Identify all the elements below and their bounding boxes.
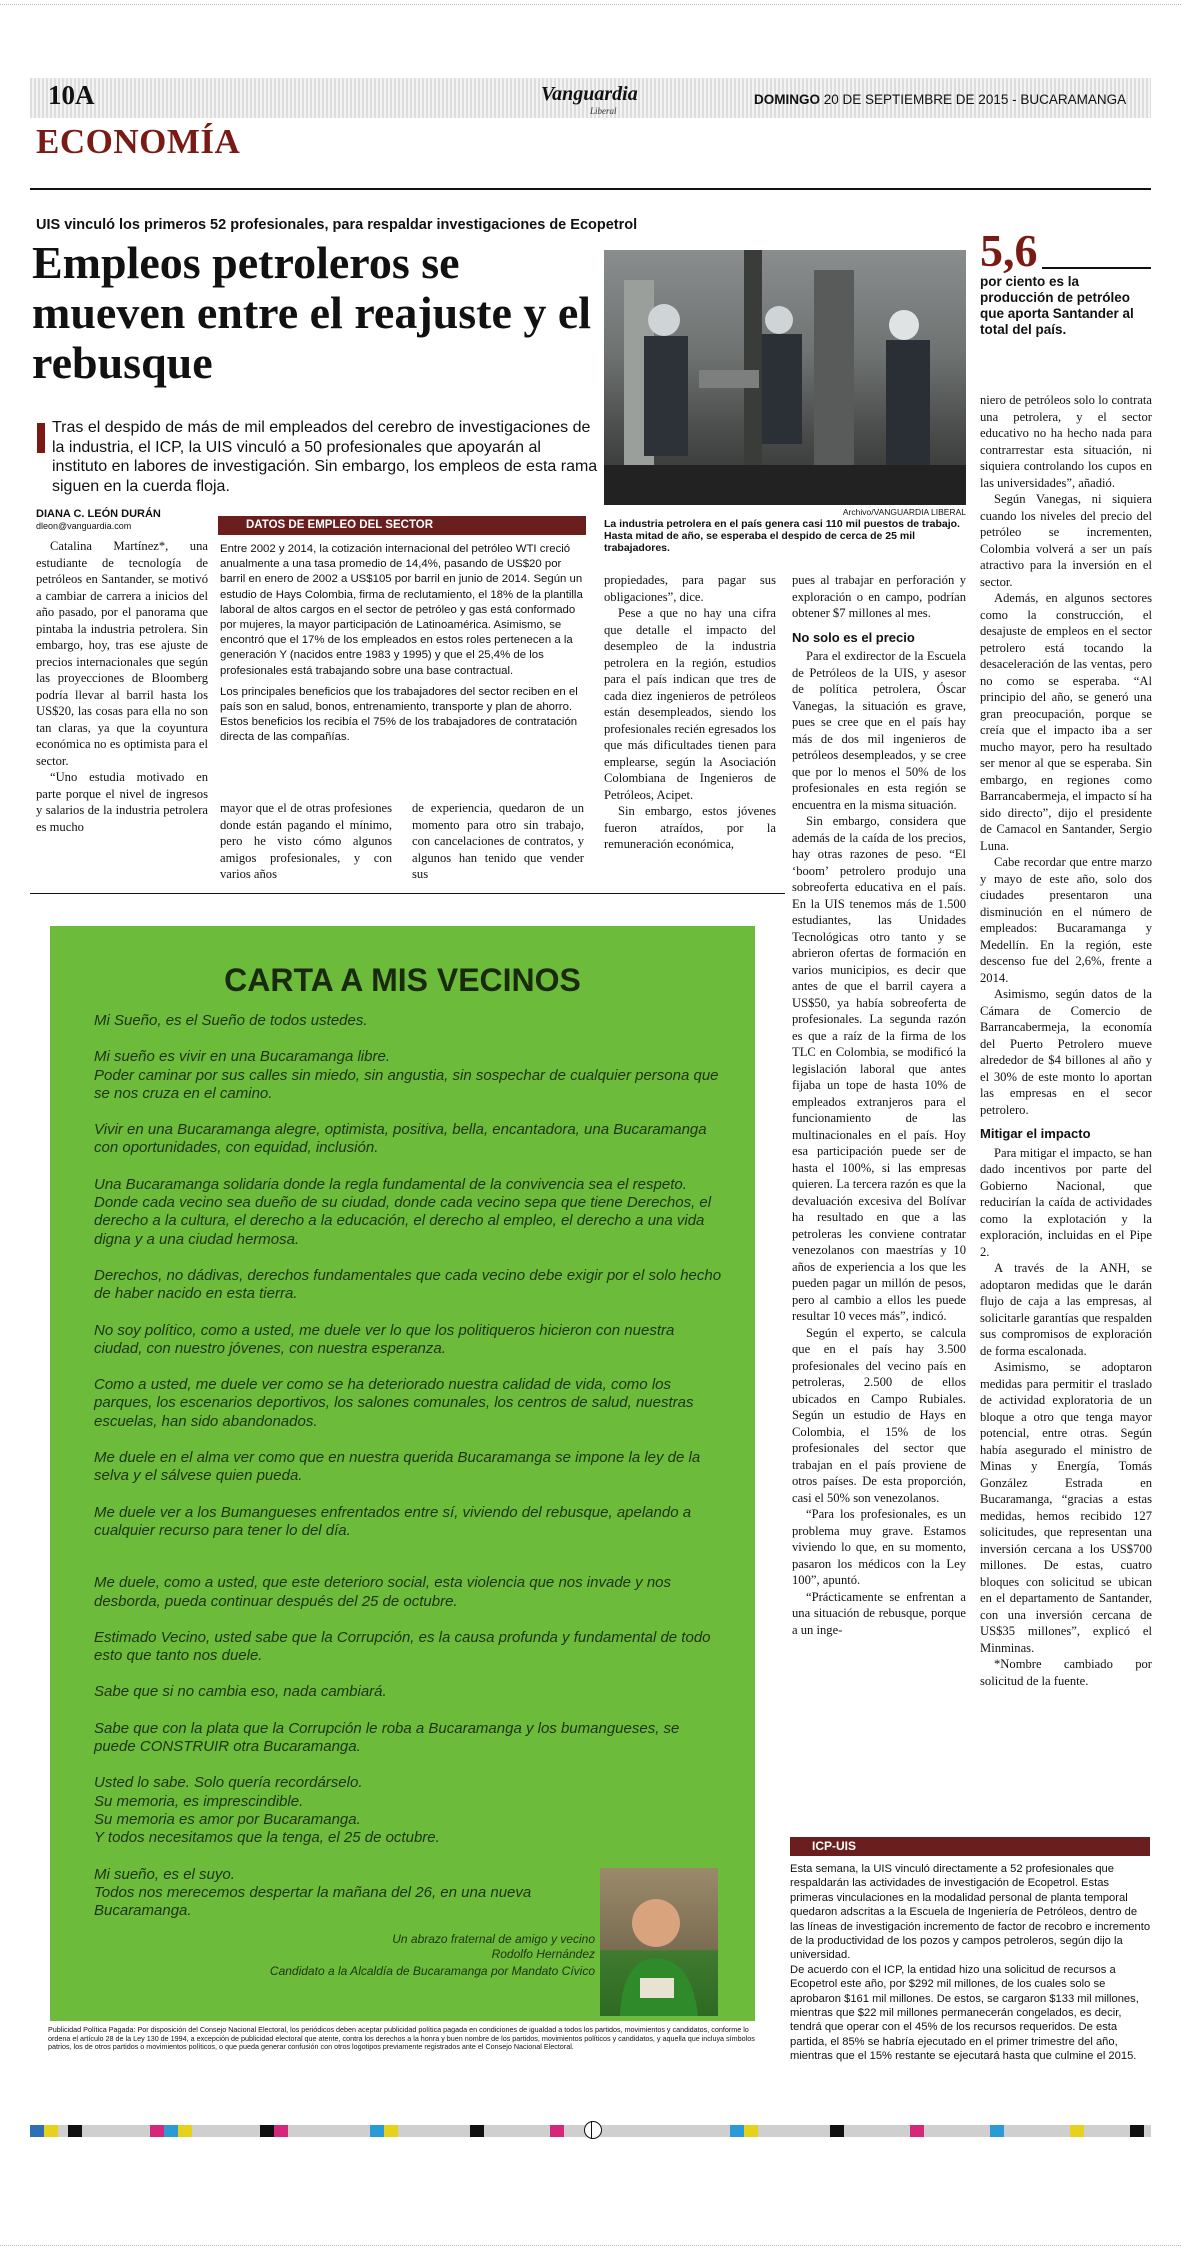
icp-box-header: ICP-UIS [790, 1837, 1150, 1856]
ad-candidate-line: Candidato a la Alcaldía de Bucaramanga por Mandato Cívico [269, 1964, 595, 1978]
page-bottom-edge [0, 2245, 1181, 2247]
ad-paragraph: Vivir en una Bucaramanga alegre, optimista, positiva, bella, encantadora, una Bucaramanga con oportunidades, con equidad, inclusión. [94, 1121, 707, 1157]
ad-paragraph: Sabe que con la plata que la Corrupción le roba a Bucaramanga y los bumangueses, se puede CONSTRUIR otra Bucaramanga. [94, 1719, 680, 1756]
ad-paragraph: Me duele ver a los Bumangueses enfrentados entre sí, viviendo del rebusque, apelando a cualquier recurso para tener lo del día. [94, 1503, 692, 1539]
ad-paragraph: Me duele en el alma ver como que en nuestra querida Bucaramanga se impone la ley de la selva y el sálvese quien pueda. [94, 1449, 701, 1485]
ad-paragraph: Sabe que si no cambia eso, nada cambiará. [94, 1683, 387, 1701]
icp-paragraph: De acuerdo con el ICP, la entidad hizo una solicitud de recursos a Ecopetrol este año, por $292 mil millones, de los cuales solo se aprobaron $161 mil millones. De estos, se cargaron $133 mil millones, mientras que $22 mil millones permanecerán congelados, es decir, tendrá que operar con el 45% de los recursos requeridos. De esta partida, el 85% se habría ejecutado en el primer trimestre del año, mientras que el 15% restante se ejecutará hasta que culmine el 2015. [790, 1963, 1139, 2063]
paragraph: Sin embargo, estos jóvenes fueron atraídos, por la remuneración económica, [604, 804, 776, 851]
data-box-paragraph: Los principales beneficios que los trabajadores del sector reciben en el país son en salud, bonos, entrenamiento, transporte y plan de ahorro. Estos beneficios los recibía el 75% de los trabajadores de contratación directa de las compañías. [220, 685, 578, 744]
ad-signature-name: Rodolfo Hernández [491, 1947, 595, 1961]
ad-paragraph: Mi Sueño, es el Sueño de todos ustedes. [94, 1012, 368, 1029]
paragraph: mayor que el de otras profesiones donde están pagando el mínimo, pero he visto cómo algunos amigos profesionales, y con varios años [220, 801, 392, 881]
data-box-body [220, 542, 584, 746]
paragraph: “Para los profesionales, es un problema muy grave. Estamos viviendo lo que, en su momento, pasaron los médicos con la Ley 100”, apuntó. [792, 1507, 966, 1587]
ad-body [94, 1012, 724, 1920]
photo-credit: Archivo/VANGUARDIA LIBERAL [842, 507, 966, 517]
paragraph: “Uno estudia motivado en parte porque el nivel de ingresos y salarios de la industria petrolera es mucho [36, 770, 208, 834]
stat-number: 5,6 [980, 225, 1038, 276]
stat-text: por ciento es la producción de petróleo que aporta Santander al total del país. [980, 274, 1134, 337]
lead-marker [37, 423, 45, 453]
article-headline: Empleos petroleros se mueven entre el reajuste y el rebusque [32, 237, 592, 388]
dateline-day: DOMINGO [754, 92, 820, 107]
paragraph: niero de petróleos solo lo contrata una petrolera, y el sector educativo no ha hecho nada para contrarrestar esta situación, ni siquiera controlando los cupos en las universidades”, añadió. [980, 393, 1152, 490]
icp-paragraph: Esta semana, la UIS vinculó directamente a 52 profesionales que respaldarán las actividades de investigación de Ecopetrol. Estas primeras vinculaciones en la modalidad personal de planta temporal quedaron adscritas a la Escuela de Ingeniería de Petróleos, dentro de las líneas de investigación incremento de factor de recobro e incremento de la productividad de los pozos y campos petroleros, según dijo la universidad. [790, 1863, 1151, 1962]
ad-signature [250, 1932, 595, 1962]
ad-signature-line: Un abrazo fraternal de amigo y vecino [392, 1932, 595, 1946]
byline-email: dleon@vanguardia.com [36, 521, 132, 531]
paragraph: Para el exdirector de la Escuela de Petróleos de la UIS, y asesor de política petrolera, Óscar Vanegas, la situación es grave, pues se cree que en el país hay más de dos mil ingenieros de petróleos desempleados, y se cree que por lo menos el 50% de los profesionales en esta región se encuentra en la misma situación. [792, 649, 966, 812]
paragraph: Asimismo, se adoptaron medidas para permitir el traslado de actividad exploratoria de un bloque a otro que tenga mayor potencial, entre otras. Según había asegurado el ministro de Minas y Energía, Tomás González Estrada en Bucaramanga, “gracias a estas medidas, hemos recibido 127 solicitudes, que representan una inversión cercana a los US$700 millones. De estas, cuatro bloques con solicitud se ubican en el departamento de Santander, con una inversión cercana de US$35 millones”, explicó el Minminas. [980, 1360, 1152, 1655]
section-rule [30, 188, 1151, 190]
ad-paragraph: No soy político, como a usted, me duele ver lo que los politiqueros hicieron con nuestra ciudad, con nuestro jóvenes, con nuestra esperanza. [94, 1321, 675, 1357]
paragraph: “Prácticamente se enfrentan a una situación de rebusque, porque a un inge- [792, 1589, 966, 1637]
paragraph: Pese a que no hay una cifra que detalle el impacto del desempleo de la industria petrolera en la región, estudios para el país indican que tres de cada diez ingenieros de petróleos están desempleados, siendo los profesionales recién egresados los que más dificultades tienen para emplearse, según la Asociación Colombiana de Ingenieros de Petróleos, Acipet. [604, 606, 776, 802]
ad-paragraph: Derechos, no dádivas, derechos fundamentales que cada vecino debe exigir por el solo hecho de haber nacido en esta tierra. [94, 1266, 722, 1303]
ad-paragraph: Mi sueño es vivir en una Bucaramanga libre. Poder caminar por sus calles sin miedo, sin angustia, sin sospechar de cualquier persona que se nos cruza en el camino. [94, 1048, 719, 1102]
article-column-1 [36, 538, 208, 888]
article-column-3 [412, 800, 584, 886]
data-box-paragraph: Entre 2002 y 2014, la cotización internacional del petróleo WTI creció anualmente a una tasa promedio de 14,4%, pasando de US$20 por barril en enero de 2002 a US$105 por barril en junio de 2014. Según un estudio de Hays Colombia, firma de reclutamiento, el 18% de la plantilla laboral de altos cargos en el sector de petróleo y gas está conformado por mujeres, la mayor participación de Latinoamérica. Asimismo, se encontró que el 17% de los empleados en estos roles pertenecen a la generación Y (nacidos entre 1983 y 1995) y que el 25,4% de los profesionales está trabajando sobre una base contractual. [220, 543, 583, 677]
registration-mark-icon [584, 2121, 602, 2139]
dateline [754, 92, 1126, 107]
ad-disclaimer: Publicidad Política Pagada: Por disposición del Consejo Nacional Electoral, los periódicos deben aceptar publicidad política pagada en condiciones de igualdad a todos los partidos, movimientos y candidatos, conforme lo ordena el artículo 28 de la Ley 130 de 1994, a excepción de publicidad electoral que atente, contra los derechos a la honra y buen nombre de los partidos, movimientos políticos y candidatos, y aquella que incluya símbolos patrios, los de otros partidos o movimientos políticos, o que pueda generar confusión con otros logotipos previamente registrados ante el Consejo Nacional Electoral. [48, 2025, 755, 2052]
article-photo [604, 250, 966, 505]
ad-paragraph: Usted lo sabe. Solo quería recordárselo. Su memoria, es imprescindible. Su memoria es amor por Bucaramanga. Y todos necesitamos que la tenga, el 25 de octubre. [94, 1774, 440, 1847]
paragraph: Además, en algunos sectores como la construcción, el desajuste de empleos en el sector petrolero está tocando la desaceleración de las ventas, pero no como se esperaba. “Al principio del año, se generó una gran preocupación, porque se creía que el impacto iba a ser mucho mayor, pero ha resultado ser menor al que se esperaba. Sin embargo, en regiones como Barrancabermeja, el impacto sí ha sido directo”, dijo el presidente de Camacol en Santander, Sergio Luna. [980, 591, 1152, 853]
article-column-2 [220, 800, 392, 886]
page-top-edge [0, 0, 1181, 5]
political-ad [50, 926, 755, 2021]
paragraph: *Nombre cambiado por solicitud de la fuente. [980, 1657, 1152, 1688]
subhead-impacto: Mitigar el impacto [980, 1126, 1091, 1141]
oil-workers-photo [604, 250, 966, 505]
ad-paragraph: Me duele, como a usted, que este deterioro social, esta violencia que nos invade y nos desborda, pueda continuar después del 25 de octubre. [94, 1574, 672, 1610]
candidate-photo [600, 1868, 718, 2016]
paragraph: Según Vanegas, ni siquiera cuando los niveles del precio del petróleo se incrementen, Colombia volverá a ser un país atractivo para la inversión en el sector. [980, 492, 1152, 589]
paper-logo-sub: Liberal [590, 106, 617, 116]
icp-box-body [790, 1862, 1152, 2064]
paragraph: A través de la ANH, se adoptaron medidas que le darán flujo de caja a las empresas, al solicitarle garantías que respalden sus compromisos de exploración de forma escalonada. [980, 1261, 1152, 1358]
candidate-portrait-icon [600, 1868, 718, 2016]
paragraph: Sin embargo, considera que además de la caída de los precios, hay otras razones de peso. “El ‘boom’ petrolero produjo una sobreoferta educativa en el país. En la UIS tenemos más de 1.500 estudiantes, las Unidades Tecnológicas otro tanto y se abrieron ofertas de formación en varios municipios, es decir que antes de que el barril cayera a US$50, ya había sobreoferta de profesionales. La segunda razón es que a raíz de la firma de los TLC en Colombia, se modificó la legislación laboral que antes fijaba un tope de hasta 10% de empleados extranjeros para el funcionamiento de las multinacionales en el país. Hoy esa participación puede ser de hasta el 100%, si las empresas quieren. La tercera razón es que la devaluación excesiva del Bolívar ha resultado en que a las petroleras les conviene contratar venezolanos con maestrías y 10 años de experiencia a los que les pueden pagar un millón de pesos, pero al cambio a ellos les puede resultar 10 veces más”, indicó. [792, 814, 966, 1323]
data-box-header: DATOS DE EMPLEO DEL SECTOR [218, 516, 586, 535]
article-column-4 [604, 572, 776, 888]
article-lead: Tras el despido de más de mil empleados del cerebro de investigaciones de la industria, el ICP, la UIS vinculó a 50 profesionales que apoyarán al instituto en labores de investigación. Sin embargo, los empleos de esta rama siguen en la cuerda floja. [52, 419, 598, 495]
paragraph: Cabe recordar que entre marzo y mayo de este año, solo dos ciudades presentaron una disminución en el número de empleados: Bucaramanga y Medellín. En la región, este descenso fue del 2,6%, frente a 2014. [980, 855, 1152, 985]
page-number: 10A [48, 80, 95, 110]
stat-rule [1042, 267, 1151, 269]
article-kicker: UIS vinculó los primeros 52 profesionales, para respaldar investigaciones de Ecopetrol [36, 217, 638, 233]
ad-title: CARTA A MIS VECINOS [224, 962, 581, 998]
ad-paragraph: Como a usted, me duele ver como se ha deteriorado nuestra calidad de vida, como los parques, los escenarios deportivos, los salones comunales, los centros de salud, nuestras escuelas, han sido abandonados. [94, 1376, 694, 1430]
dateline-date: 20 DE SEPTIEMBRE DE 2015 - BUCARAMANGA [823, 92, 1127, 107]
photo-caption: La industria petrolera en el país genera casi 110 mil puestos de trabajo. Hasta mitad de año, se esperaba el despido de cerca de 25 mil trabajadores. [604, 518, 960, 554]
article-column-5 [792, 572, 966, 1828]
registration-mark-line [591, 2121, 592, 2139]
ad-paragraph: Estimado Vecino, usted sabe que la Corrupción, es la causa profunda y fundamental de todo esto que tanto nos duele. [94, 1628, 711, 1665]
ad-paragraph: Una Bucaramanga solidaria donde la regla fundamental de la convivencia sea el respeto. Donde cada vecino sea dueño de su ciudad, donde cada vecino sepa que tiene Derechos, el derecho a la cultura, el derecho a la educación, el derecho al empleo, el derecho a una vida digna y a una ciudad hermosa. [94, 1175, 712, 1248]
article-column-6 [980, 392, 1152, 1828]
paragraph: Asimismo, según datos de la Cámara de Comercio de Barrancabermeja, la economía del Puerto Petrolero mueve alrededor de $4 billones al año y el 30% de este monto lo aportan las empresas en el secor petrolero. [980, 987, 1152, 1117]
subhead-precio: No solo es el precio [792, 629, 915, 645]
section-title: ECONOMÍA [36, 122, 241, 161]
paragraph: pues al trabajar en perforación y exploración o en campo, podrían obtener $7 millones al mes. [792, 573, 966, 620]
paragraph: de experiencia, quedaron de un momento para otro sin trabajo, con cancelaciones de contratos, y algunos han tenido que vender sus [412, 801, 584, 881]
paragraph: Según el experto, se calcula que en el país hay 3.500 profesionales del vecino país en petroleras, 2.500 de ellos ubicados en Campo Rubiales. Según un estudio de Hays en Colombia, el 15% de los profesionales del sector que trabajan en el país proviene de otros países. De esta proporción, casi el 50% son venezolanos. [792, 1325, 966, 1505]
paragraph: Para mitigar el impacto, se han dado incentivos por parte del Gobierno Nacional, que reducirían la caída de actividades como la explotación y la exploración, incluidas en el Pipe 2. [980, 1145, 1152, 1259]
paragraph: propiedades, para pagar sus obligaciones”, dice. [604, 573, 776, 604]
ad-paragraph: Mi sueño, es el suyo. Todos nos merecemos despertar la mañana del 26, en una nueva Bucaramanga. [94, 1865, 532, 1920]
ad-separator [30, 893, 785, 894]
paragraph: Catalina Martínez*, una estudiante de tecnología de petróleos en Santander, se motivó a cambiar de carrera a inicios del año pasado, por el panorama que pintaba la industria petrolera. Sin embargo, hoy, tras ese ajuste de precios internacionales que según las proyecciones de Bloomberg podría llevar al barril hasta los US$20, las cosas para ella no son tan claras, ya que la coyuntura económica no es optimista para el sector. [36, 539, 208, 768]
paper-logo: Vanguardia [541, 83, 638, 105]
byline-author: DIANA C. LEÓN DURÁN [36, 508, 161, 520]
